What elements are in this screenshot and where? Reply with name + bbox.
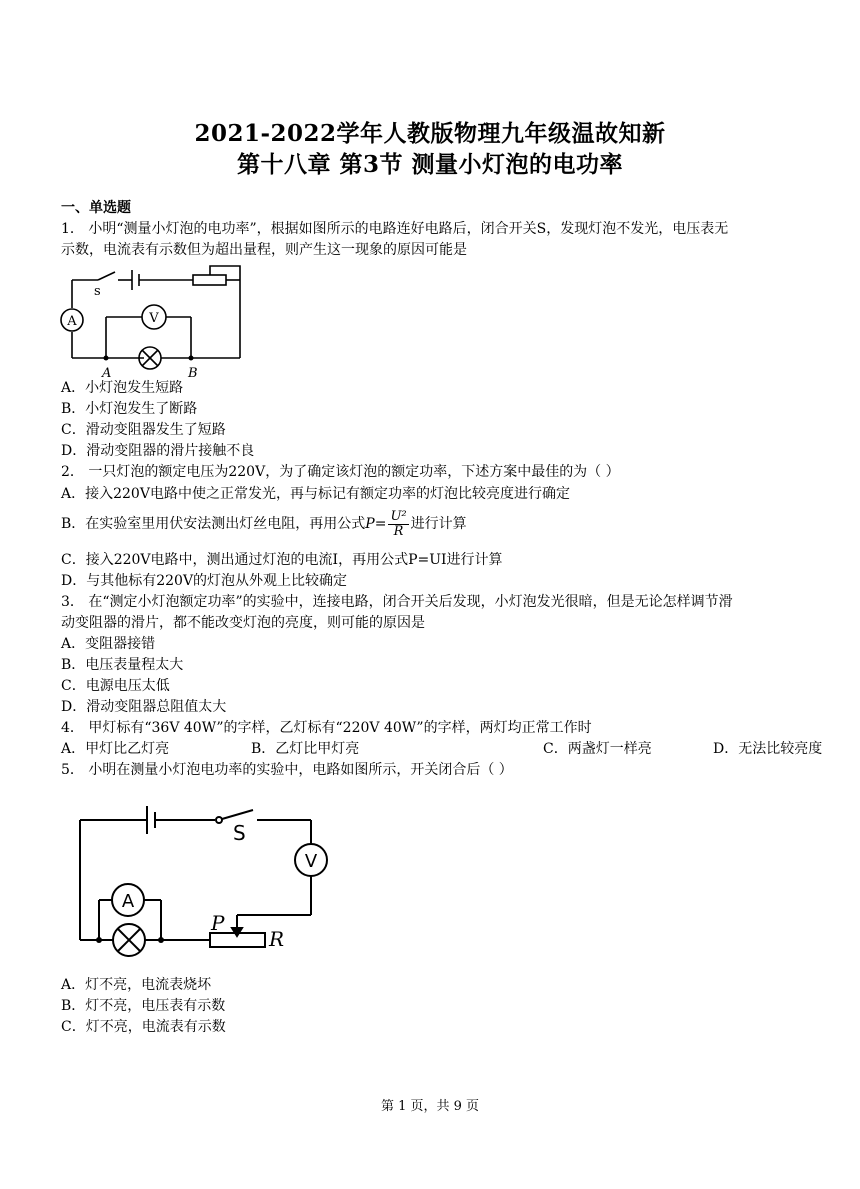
page-title-line1: 2021-2022学年人教版物理九年级温故知新 xyxy=(194,120,666,147)
q4-option-d: D．无法比较亮度 xyxy=(713,741,823,757)
q1-voltmeter-label: V xyxy=(149,311,159,326)
q3-stem-line1: 3． 在“测定小灯泡额定功率”的实验中，连接电路，闭合开关后发现，小灯泡发光很暗，但是无论怎样调节滑 xyxy=(61,594,733,610)
q4-options-row xyxy=(61,739,860,759)
q1-point-b-label: B xyxy=(188,366,198,381)
q2-option-c: C．接入220V电路中，测出通过灯泡的电流I，再用公式P=UI进行计算 xyxy=(61,552,503,568)
q5-stem: 5． 小明在测量小灯泡电功率的实验中，电路如图所示，开关闭合后（ ） xyxy=(61,762,513,778)
q5-option-c: C．灯不亮，电流表有示数 xyxy=(61,1019,226,1035)
q2-formula-fraction xyxy=(388,510,408,539)
q1-point-a-label: A xyxy=(102,366,112,381)
q5-voltmeter-label: V xyxy=(304,851,318,872)
section-heading: 一、单选题 xyxy=(61,200,131,216)
q1-option-a: A．小灯泡发生短路 xyxy=(61,380,184,396)
q2-formula-left: P= xyxy=(365,516,387,532)
page-footer: 第 1 页，共 9 页 xyxy=(380,1099,480,1114)
q2-option-d: D．与其他标有220V的灯泡从外观上比较确定 xyxy=(61,573,348,589)
q4-option-c: C．两盏灯一样亮 xyxy=(543,741,652,757)
q1-switch-label: s xyxy=(94,284,101,299)
q1-ammeter-label: A xyxy=(67,314,77,329)
page-title-line2: 第十八章 第3节 测量小灯泡的电功率 xyxy=(236,151,624,178)
q4-option-a: A．甲灯比乙灯亮 xyxy=(61,741,170,757)
q1-circuit-diagram xyxy=(60,262,250,382)
q1-option-c: C．滑动变阻器发生了短路 xyxy=(61,422,226,438)
q5-circuit-diagram xyxy=(75,800,345,960)
q4-option-b: B．乙灯比甲灯亮 xyxy=(251,741,360,757)
q5-slider-label: P xyxy=(211,911,225,935)
q2-formula-denominator: R xyxy=(393,523,404,539)
q5-option-b: B．灯不亮，电压表有示数 xyxy=(61,998,226,1014)
q5-switch-label: S xyxy=(233,821,246,845)
q5-ammeter-label: A xyxy=(121,891,135,912)
q1-option-d: D．滑动变阻器的滑片接触不良 xyxy=(61,443,255,459)
q3-option-a: A．变阻器接错 xyxy=(61,636,156,652)
q2-formula-numerator: U² xyxy=(390,508,407,524)
q1-stem-line1: 1． 小明“测量小灯泡的电功率”，根据如图所示的电路连好电路后，闭合开关S，发现灯泡不发光，电压表无 xyxy=(61,221,729,237)
q4-stem: 4． 甲灯标有“36V 40W”的字样，乙灯标有“220V 40W”的字样，两灯均正常工作时 xyxy=(61,720,592,736)
q2-stem: 2． 一只灯泡的额定电压为220V，为了确定该灯泡的额定功率，下述方案中最佳的为（ ） xyxy=(61,464,620,480)
q3-stem-line2: 动变阻器的滑片，都不能改变灯泡的亮度，则可能的原因是 xyxy=(61,615,425,631)
q3-option-d: D．滑动变阻器总阻值太大 xyxy=(61,699,227,715)
q1-stem-line2: 示数，电流表有示数但为超出量程，则产生这一现象的原因可能是 xyxy=(61,242,467,258)
q5-option-a: A．灯不亮，电流表烧坏 xyxy=(61,977,212,993)
q5-resistor-label: R xyxy=(269,927,285,951)
q1-option-b: B．小灯泡发生了断路 xyxy=(61,401,198,417)
q2-option-b-pre: B．在实验室里用伏安法测出灯丝电阻，再用公式 xyxy=(61,516,366,532)
q2-option-b-post: 进行计算 xyxy=(410,516,467,532)
q3-option-c: C．电源电压太低 xyxy=(61,678,170,694)
q2-option-a: A．接入220V电路中使之正常发光，再与标记有额定功率的灯泡比较亮度进行确定 xyxy=(61,486,570,502)
q2-option-b xyxy=(61,508,467,540)
q3-option-b: B．电压表量程太大 xyxy=(61,657,184,673)
